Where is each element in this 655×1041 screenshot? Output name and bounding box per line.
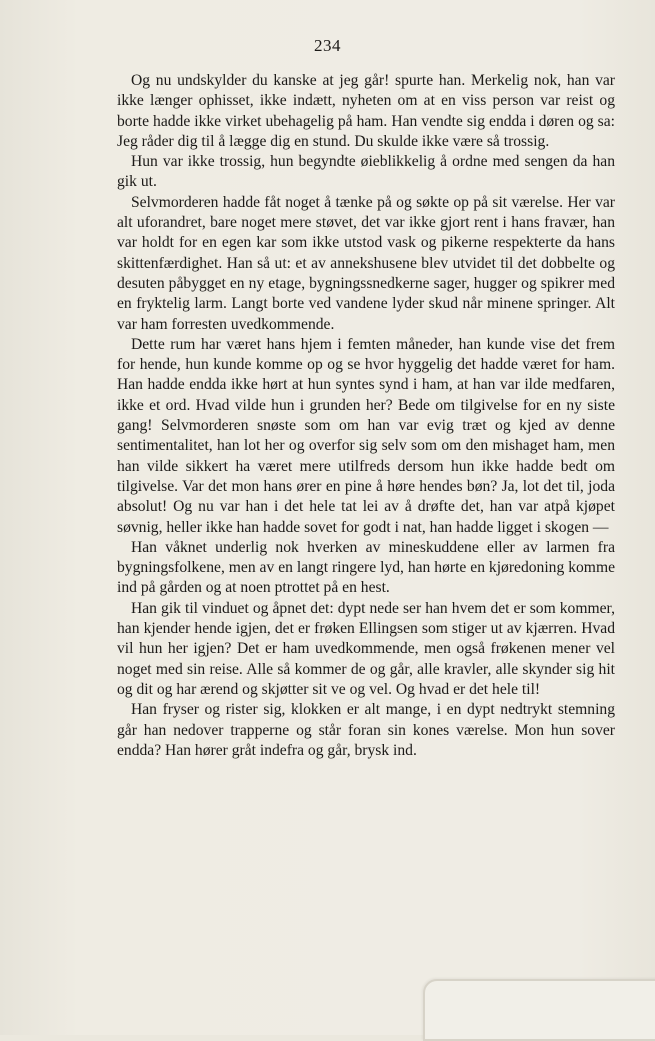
page-number: 234 xyxy=(314,36,341,55)
paragraph-3: Selvmorderen hadde fåt noget å tænke på og søkte op på sit værelse. Her var alt uforandret, bare noget mere støvet, det var ikke gjort rent i hans fravær, han var holdt for en egen kar som ikke utstod vask og pikerne respekterte da hans skittenfærdighet. Han så ut: et av annekshusene blev utvidet til det dobbelte og desuten påbygget en ny etage, bygningssnedkerne sager, hugger og spikrer med en fryktelig larm. Langt borte ved vandene lyder skud når minene springer. Alt var ham forresten uvedkommende. xyxy=(117,193,615,333)
paragraph-6: Han gik til vinduet og åpnet det: dypt nede ser han hvem det er som kommer, han kjender hende igjen, det er frøken Ellingsen som stiger ut av kjærren. Hvad vil hun her igjen? Det er ham uvedkommende, men også frøkenen mener vel noget med sin reise. Alle så kommer de og går, alle kravler, alle skynder sig hit og dit og har ærend og skjøtter sit ve og vel. Og hvad er det hele til! xyxy=(117,599,615,698)
paragraph-1: Og nu undskylder du kanske at jeg går! spurte han. Merkelig nok, han var ikke længer ophisset, ikke indætt, nyheten om at en viss person var reist og borte hadde ikke virket ubehagelig på ham. Han vendte sig endda i døren og sa: Jeg råder dig til å lægge dig en stund. Du skulde ikke være så trossig. xyxy=(117,72,615,150)
paragraph-5: Han våknet underlig nok hverken av mineskuddene eller av larmen fra bygningsfolkene, men av en langt ringere lyd, han hørte en kjøredoning komme ind på gården og at noen ptrottet på en hest. xyxy=(117,538,615,597)
body-text xyxy=(117,71,615,761)
paragraph-4: Dette rum har været hans hjem i femten måneder, han kunde vise det frem for hende, hun kunde komme op og se hvor hyggelig det hadde været for ham. Han hadde endda ikke hørt at hun syntes synd i ham, at han var ilde medfaren, ikke et ord. Hvad vilde hun i grunden her? Bede om tilgivelse for en ny siste gang! Selvmorderen snøste som om han var evig træt og kjed av denne sentimentalitet, han lot her og overfor sig selv som om den mishaget ham, men han vilde sikkert ha været mere utilfreds dersom hun ikke hadde bedt om tilgivelse. Var det mon hans ører en pine å høre hendes bøn? Ja, lot det til, joda absolut! Og nu var han i det hele tat lei av å drøfte det, han var atpå kjøpet søvnig, heller ikke han hadde sovet for godt i nat, han hadde ligget i skogen — xyxy=(117,335,615,536)
page-curl-edge xyxy=(423,979,655,1041)
paragraph-2: Hun var ikke trossig, hun begyndte øieblikkelig å ordne med sengen da han gik ut. xyxy=(117,153,615,191)
paragraph-7: Han fryser og rister sig, klokken er alt mange, i en dypt nedtrykt stemning går han nedover trapperne og står foran sin kones værelse. Mon hun sover endda? Han hører gråt indefra og går, brysk ind. xyxy=(117,701,615,759)
